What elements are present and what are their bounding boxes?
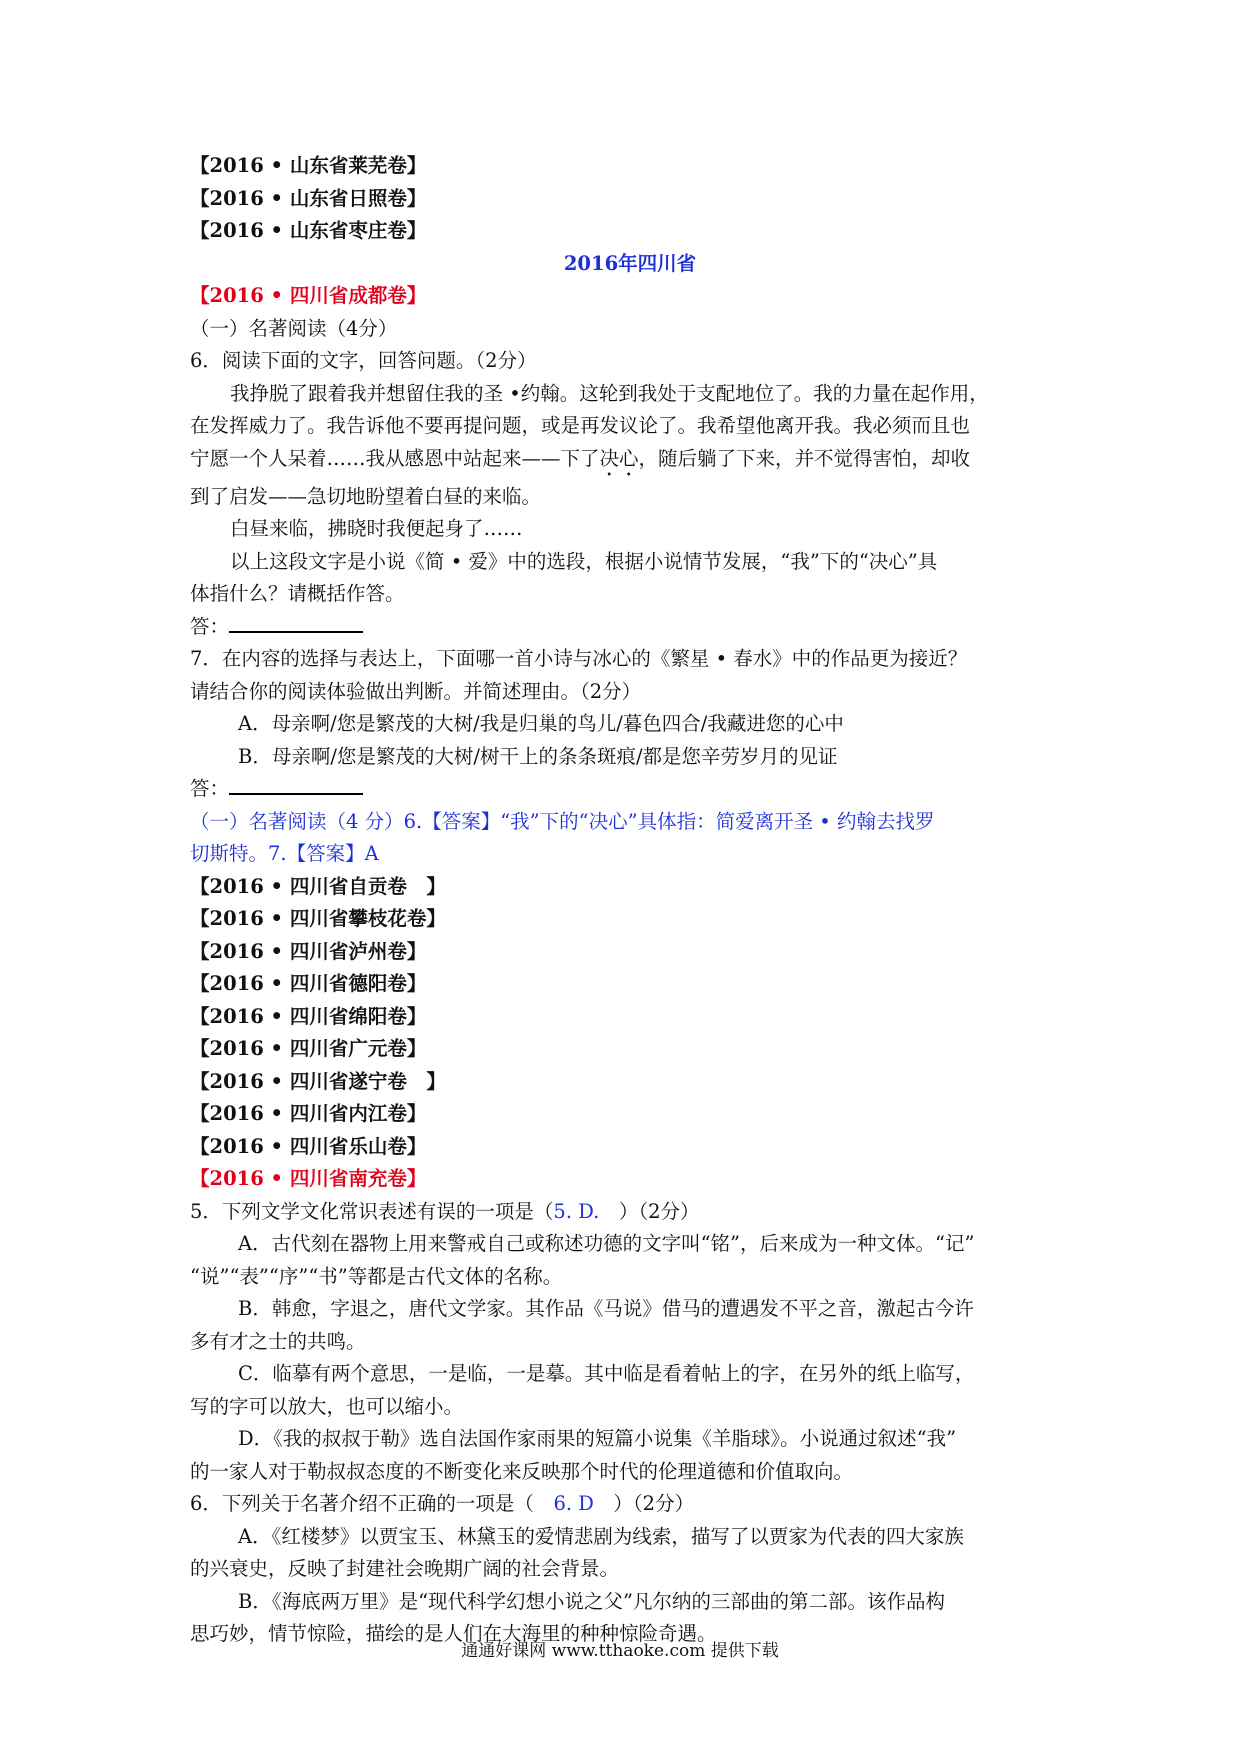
heading-guangyuan: 【2016 • 四川省广元卷】 <box>190 1037 427 1060</box>
option-line: C．临摹有两个意思，一是临，一是摹。其中临是看着帖上的字，在另外的纸上临写， <box>238 1362 975 1385</box>
answer-blank <box>229 611 363 633</box>
question-text: 以上这段文字是小说《简 • 爱》中的选段，根据小说情节发展，“我”下的“决心”具 <box>230 549 938 573</box>
option-b: B．母亲啊/您是繁茂的大树/树干上的条条斑痕/都是您辛劳岁月的见证 <box>238 744 838 768</box>
passage-line: 到了启发——急切地盼望着白昼的来临。 <box>190 484 542 508</box>
heading-laiwu: 【2016 • 山东省莱芜卷】 <box>190 154 427 177</box>
option-line: 写的字可以放大，也可以缩小。 <box>190 1394 464 1418</box>
answer-blank <box>229 773 363 795</box>
heading-rizhao: 【2016 • 山东省日照卷】 <box>190 186 427 210</box>
option-line: 的一家人对于勒叔叔态度的不断变化来反映那个时代的伦理道德和价值取向。 <box>190 1459 854 1483</box>
option-line: 的兴衰史，反映了封建社会晚期广阔的社会背景。 <box>190 1557 620 1580</box>
heading-panzhihua: 【2016 • 四川省攀枝花卷】 <box>190 907 446 930</box>
answer-inline: 5. D. <box>553 1199 600 1223</box>
document-page <box>190 150 1070 1651</box>
question-7: 请结合你的阅读体验做出判断。并简述理由。（2分） <box>190 679 642 703</box>
option-line: 多有才之士的共鸣。 <box>190 1329 366 1353</box>
passage-line: 我挣脱了跟着我并想留住我的圣 •约翰。这轮到我处于支配地位了。我的力量在起作用， <box>230 381 989 405</box>
answer-line: 答： <box>190 773 1070 806</box>
heading-neijiang: 【2016 • 四川省内江卷】 <box>190 1102 427 1125</box>
answer-key: （一）名著阅读（4 分）6.【答案】“我”下的“决心”具体指：简爱离开圣 • 约翰去找罗 <box>190 809 935 833</box>
question-5: 5．下列文学文化常识表述有误的一项是（5. D. ）（2分） <box>190 1199 700 1223</box>
passage-line: 在发挥威力了。我告诉他不要再提问题，或是再发议论了。我希望他离开我。我必须而且也 <box>190 414 971 437</box>
option-line: B．韩愈，字退之，唐代文学家。其作品《马说》借马的遭遇发不平之音，激起古今许 <box>238 1297 974 1320</box>
heading-luzhou: 【2016 • 四川省泸州卷】 <box>190 939 427 963</box>
option-line: B．《海底两万里》是“现代科学幻想小说之父”凡尔纳的三部曲的第二部。该作品构 <box>238 1589 946 1613</box>
heading-chengdu: 【2016 • 四川省成都卷】 <box>190 284 427 307</box>
passage-line: 白昼来临，拂晓时我便起身了…… <box>230 517 523 540</box>
heading-leshan: 【2016 • 四川省乐山卷】 <box>190 1134 427 1158</box>
section-title: 2016年四川省 <box>563 251 697 275</box>
heading-zigong: 【2016 • 四川省自贡卷 】 <box>190 874 446 898</box>
option-line: A．《红楼梦》以贾宝玉、林黛玉的爱情悲剧为线索，描写了以贾家为代表的四大家族 <box>238 1524 964 1548</box>
question-7: 7．在内容的选择与表达上，下面哪一首小诗与冰心的《繁星 • 春水》中的作品更为接近？ <box>190 647 968 670</box>
question-6-nanchong: 6．下列关于名著介绍不正确的一项是（ 6. D ）（2分） <box>190 1492 695 1515</box>
heading-nanchong: 【2016 • 四川省南充卷】 <box>190 1167 427 1190</box>
option-line: “说”“表”“序”“书”等都是古代文体的名称。 <box>190 1264 563 1288</box>
option-line: 思巧妙，情节惊险，描绘的是人们在大海里的种种惊险奇遇。 <box>190 1622 717 1645</box>
emphasized-word: 决心 <box>599 446 639 470</box>
answer-key: 切斯特。7.【答案】A <box>190 842 379 865</box>
heading-zaozhuang: 【2016 • 山东省枣庄卷】 <box>190 219 427 242</box>
option-a: A．母亲啊/您是繁茂的大树/我是归巢的鸟儿/暮色四合/我藏进您的心中 <box>238 712 844 735</box>
page-footer: 通通好课网 www.tthaoke.com 提供下载 <box>461 1641 779 1661</box>
answer-line: 答： <box>190 611 1070 644</box>
passage-line: 宁愿一个人呆着……我从感恩中站起来——下了决心，随后躺了下来，并不觉得害怕，却收 <box>190 446 971 470</box>
heading-mianyang: 【2016 • 四川省绵阳卷】 <box>190 1004 427 1028</box>
question-6: 6．阅读下面的文字，回答问题。（2分） <box>190 349 537 372</box>
heading-suining: 【2016 • 四川省遂宁卷 】 <box>190 1069 446 1093</box>
question-text: 体指什么？请概括作答。 <box>190 582 405 605</box>
heading-deyang: 【2016 • 四川省德阳卷】 <box>190 972 427 995</box>
answer-inline: 6. D <box>553 1492 594 1515</box>
part-title: （一）名著阅读（4分） <box>190 316 398 340</box>
option-line: D．《我的叔叔于勒》选自法国作家雨果的短篇小说集《羊脂球》。小说通过叙述“我” <box>238 1427 957 1450</box>
option-line: A．古代刻在器物上用来警戒自己或称述功德的文字叫“铭”，后来成为一种文体。“记” <box>238 1232 975 1255</box>
